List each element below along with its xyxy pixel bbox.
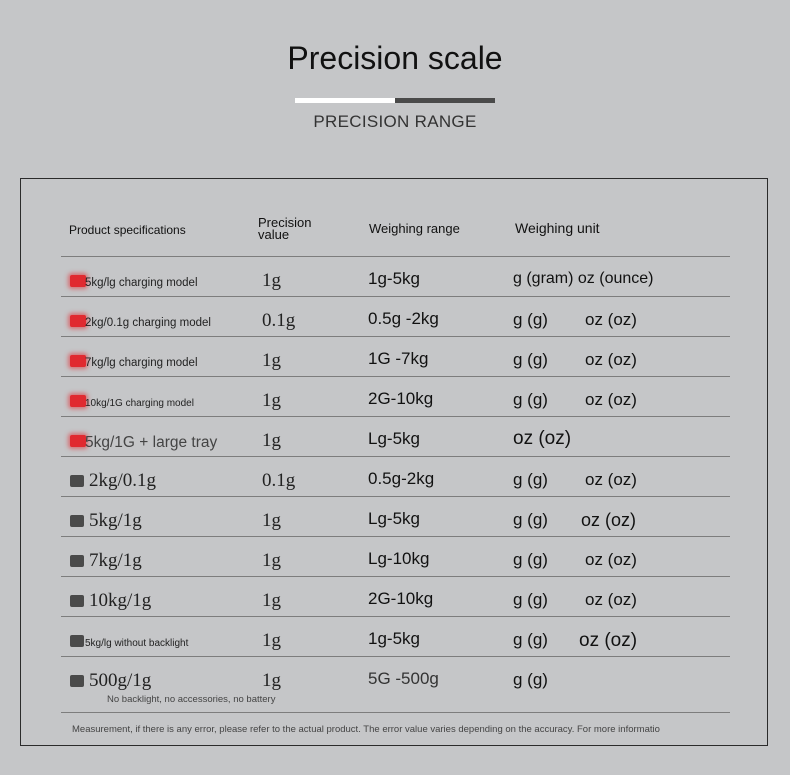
row-precision: 1g — [262, 670, 281, 691]
row-range: Lg-10kg — [368, 549, 430, 568]
row-precision: 1g — [262, 270, 281, 291]
row-unit-oz: oz (oz) — [513, 428, 572, 449]
title-divider-dark — [395, 98, 495, 103]
table-row — [61, 416, 730, 457]
row-range: 1G -7kg — [368, 349, 429, 368]
row-range: 1g-5kg — [368, 629, 420, 648]
row-unit-g: g (g) — [513, 550, 548, 569]
header-precision-line2: value — [258, 227, 290, 242]
row-unit-g: g (g) — [513, 510, 548, 529]
row-precision: 0.1g — [262, 310, 296, 331]
row-unit-oz: oz (oz) — [579, 630, 638, 651]
table-row — [61, 376, 730, 417]
row-note: No backlight, no accessories, no battery — [107, 694, 276, 705]
gray-marker-icon — [70, 675, 84, 687]
row-unit-oz: oz (oz) — [585, 310, 637, 329]
row-spec: 10kg/1G charging model — [85, 398, 194, 409]
row-spec: 5kg/lg charging model — [85, 277, 198, 289]
table-row — [61, 536, 730, 577]
row-unit-g: g (g) — [513, 310, 548, 329]
row-range: Lg-5kg — [368, 509, 420, 528]
table-row — [61, 296, 730, 337]
row-precision: 1g — [262, 350, 281, 371]
red-marker-icon — [70, 395, 86, 407]
gray-marker-icon — [70, 555, 84, 567]
red-marker-icon — [70, 355, 86, 367]
page-title: Precision scale — [287, 40, 503, 76]
row-precision: 1g — [262, 510, 281, 531]
row-unit-oz: oz (oz) — [585, 390, 637, 409]
row-precision: 1g — [262, 390, 281, 411]
table-row — [61, 456, 730, 497]
row-range: 0.5g-2kg — [368, 469, 435, 488]
row-unit-oz: oz (oz) — [585, 470, 637, 489]
table-row — [61, 616, 730, 657]
row-range: 0.5g -2kg — [368, 309, 439, 328]
row-spec: 500g/1g — [89, 670, 152, 691]
row-spec: 2kg/0.1g charging model — [85, 317, 211, 329]
row-unit-g: g (g) — [513, 470, 548, 489]
title-divider-light — [295, 98, 395, 103]
row-precision: 1g — [262, 550, 281, 571]
row-range: 1g-5kg — [368, 269, 420, 288]
row-range: Lg-5kg — [368, 429, 420, 448]
row-spec: 2kg/0.1g — [89, 470, 157, 491]
spec-table-panel — [20, 178, 768, 746]
row-unit-g: g (g) — [513, 390, 548, 409]
row-range: 5G -500g — [368, 669, 439, 688]
row-unit-g: g (g) — [513, 630, 548, 649]
row-spec: 10kg/1g — [89, 590, 152, 611]
gray-marker-icon — [70, 595, 84, 607]
header-precision — [258, 217, 311, 241]
row-unit-g: g (g) — [513, 670, 548, 689]
row-unit-g: g (g) — [513, 590, 548, 609]
header-unit: Weighing unit — [515, 220, 600, 236]
gray-marker-icon — [70, 515, 84, 527]
row-unit-oz: oz (oz) — [581, 510, 637, 530]
row-spec: 5kg/lg without backlight — [85, 638, 189, 649]
table-row — [61, 336, 730, 377]
gray-marker-icon — [70, 635, 84, 647]
row-range: 2G-10kg — [368, 589, 434, 608]
page-subtitle: PRECISION RANGE — [313, 112, 477, 131]
table-row — [61, 656, 730, 713]
row-spec: 7kg/lg charging model — [85, 357, 198, 369]
footer-disclaimer: Measurement, if there is any error, please refer to the actual product. The error value varies depending on the accuracy. For more informatio — [72, 724, 660, 735]
red-marker-icon — [70, 315, 86, 327]
table-row — [61, 496, 730, 537]
row-unit-oz: oz (oz) — [585, 350, 637, 369]
header-range: Weighing range — [369, 221, 460, 236]
header-spec: Product specifications — [69, 223, 186, 237]
row-precision: 1g — [262, 590, 281, 611]
red-marker-icon — [70, 435, 86, 447]
red-marker-icon — [70, 275, 86, 287]
row-unit-oz: oz (oz) — [585, 550, 637, 569]
row-spec: 5kg/1G + large tray — [85, 434, 218, 451]
row-precision: 1g — [262, 430, 281, 451]
row-range: 2G-10kg — [368, 389, 434, 408]
header-precision-line1: Precision — [258, 215, 312, 230]
row-precision: 0.1g — [262, 470, 296, 491]
row-unit-g: g (g) — [513, 350, 548, 369]
row-precision: 1g — [262, 630, 281, 651]
row-spec: 7kg/1g — [89, 550, 142, 571]
row-spec: 5kg/1g — [89, 510, 142, 531]
row-unit-oz: oz (oz) — [585, 590, 637, 609]
gray-marker-icon — [70, 475, 84, 487]
table-row — [61, 576, 730, 617]
table-row — [61, 256, 730, 297]
row-unit: g (gram) oz (ounce) — [513, 270, 654, 287]
